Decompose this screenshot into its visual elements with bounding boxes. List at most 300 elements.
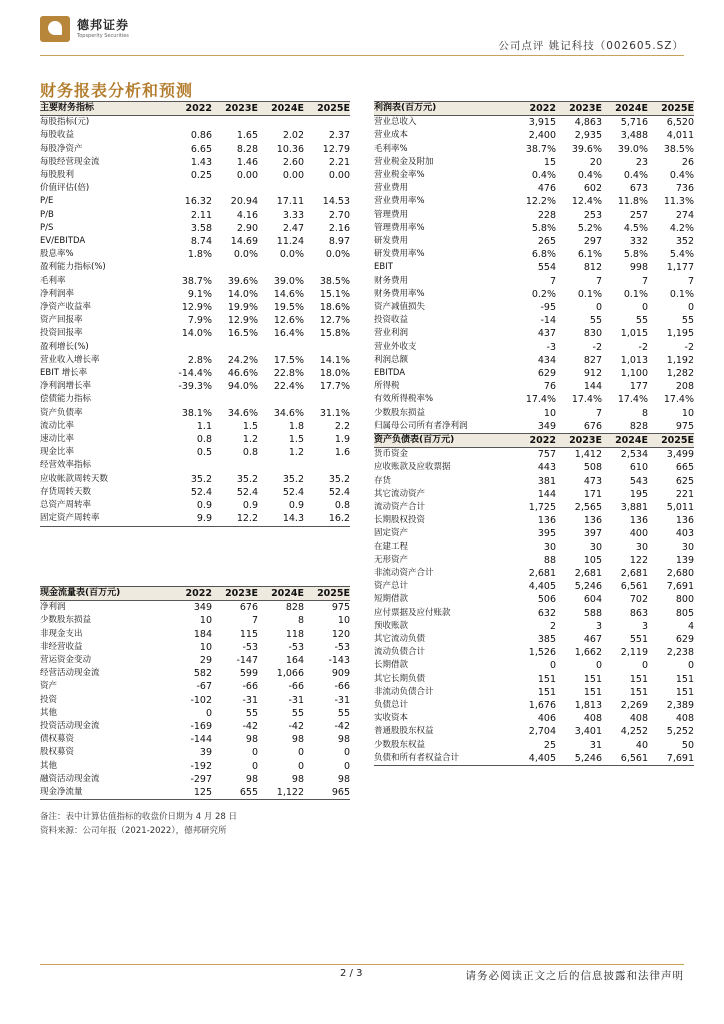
cell-value: 144	[583, 381, 602, 393]
row-label: 每股指标(元)	[40, 117, 90, 128]
cell-value: 16.4%	[273, 328, 304, 340]
balance-sheet-table	[374, 433, 694, 766]
cell-value: 0.9	[242, 500, 258, 512]
table-row	[40, 116, 350, 130]
cell-value: 736	[675, 183, 694, 195]
table-row	[40, 512, 350, 526]
cell-value: 3.58	[190, 222, 212, 234]
cell-value: 1.1	[196, 420, 212, 432]
year-header: 2024E	[258, 102, 304, 116]
cell-value: 2,704	[528, 726, 556, 738]
cell-value: -42	[242, 721, 258, 733]
table-row	[374, 699, 694, 712]
row-label: 营业税金率%	[374, 170, 425, 181]
cell-value: 55	[337, 707, 350, 719]
row-label: 管理费用率%	[374, 222, 425, 233]
cell-value: 0.8	[242, 447, 258, 459]
table-row	[40, 275, 350, 288]
cell-value: 6.1%	[577, 249, 602, 261]
cell-value: 4,011	[666, 130, 694, 142]
cell-value: 0	[343, 760, 350, 772]
cell-value: 14.3	[258, 512, 304, 526]
table-row	[374, 633, 694, 646]
row-label: 在建工程	[374, 541, 409, 552]
cell-value: 676	[239, 602, 258, 614]
cell-value: 34.6%	[227, 407, 258, 419]
table-row	[374, 301, 694, 314]
cell-value: 177	[629, 381, 648, 393]
table-row	[374, 156, 694, 169]
cell-value: 50	[681, 739, 694, 751]
cell-value: 144	[537, 488, 556, 500]
row-label: 研发费用率%	[374, 249, 425, 260]
logo-en-text: Topsperity Securities	[77, 33, 129, 39]
cell-value	[304, 393, 350, 406]
row-label: 其他	[40, 707, 58, 718]
row-label: 营业费用率%	[374, 196, 425, 207]
cell-value	[166, 393, 212, 406]
cell-value: -31	[288, 694, 304, 706]
table-row	[374, 554, 694, 567]
row-label: 长期借款	[374, 660, 409, 671]
cell-value: 0	[549, 660, 556, 672]
table-title: 资产负债表(百万元)	[374, 434, 510, 448]
cell-value: 0.0%	[279, 249, 304, 261]
cell-value: 136	[537, 515, 556, 527]
cell-value: 3,488	[620, 130, 648, 142]
header-divider	[40, 55, 684, 56]
row-label: 非流动负债合计	[374, 686, 434, 697]
cell-value: 8	[641, 407, 648, 419]
cell-value: 17.4%	[571, 394, 602, 406]
cell-value: 6,561	[602, 752, 648, 766]
cell-value: 38.7%	[181, 275, 212, 287]
row-label: 固定资产周转率	[40, 512, 166, 526]
row-label: 营业税金及附加	[374, 156, 434, 167]
row-label: 盈利增长(%)	[40, 341, 89, 352]
cell-value: 18.0%	[319, 368, 350, 380]
row-label: 存货周转天数	[40, 486, 92, 497]
table-row	[374, 752, 694, 766]
row-label: 每股收益	[40, 130, 75, 141]
year-header: 2023E	[556, 102, 602, 116]
row-label: 营业外收支	[374, 341, 417, 352]
row-label: 总资产周转率	[40, 500, 92, 511]
cell-value: 14.0%	[227, 288, 258, 300]
cell-value: 1,676	[528, 700, 556, 712]
table-row	[40, 235, 350, 248]
cell-value: 98	[291, 773, 304, 785]
cell-value: 55	[291, 707, 304, 719]
cell-value: 14.1%	[319, 354, 350, 366]
cell-value: -2	[592, 341, 602, 353]
year-header: 2025E	[304, 102, 350, 116]
table-row	[374, 393, 694, 406]
cell-value: 19.5%	[273, 302, 304, 314]
cell-value: -3	[546, 341, 556, 353]
cell-value	[166, 261, 212, 274]
cell-value: -143	[328, 655, 350, 667]
cell-value: 1,813	[574, 700, 602, 712]
cell-value: 2.11	[190, 209, 212, 221]
cell-value: 0	[205, 707, 212, 719]
cell-value: 602	[583, 183, 602, 195]
cell-value: 17.4%	[617, 394, 648, 406]
row-label: 资产负债率	[40, 407, 83, 418]
year-header: 2023E	[556, 434, 602, 448]
cell-value: 17.4%	[663, 394, 694, 406]
table-row	[374, 327, 694, 340]
table-header-row	[40, 102, 350, 116]
cell-value: 136	[629, 515, 648, 527]
cell-value: 164	[285, 655, 304, 667]
income-statement-table	[374, 101, 694, 434]
table-row	[40, 760, 350, 773]
cell-value: 1,015	[620, 328, 648, 340]
cell-value: 0.1%	[623, 288, 648, 300]
cell-value: 120	[331, 628, 350, 640]
cell-value: 55	[635, 315, 648, 327]
cell-value	[258, 261, 304, 274]
row-label: 净利润增长率	[40, 381, 92, 392]
cell-value: 17.4%	[525, 394, 556, 406]
cell-value: 8.74	[190, 236, 212, 248]
cell-value	[212, 341, 258, 354]
cell-value: 2.02	[282, 130, 304, 142]
cell-value: 0.4%	[531, 170, 556, 182]
cell-value: 998	[629, 262, 648, 274]
cell-value: 52.4	[236, 486, 258, 498]
table-row	[40, 614, 350, 627]
cell-value: -14.4%	[178, 368, 212, 380]
table-row	[374, 143, 694, 156]
cell-value: -14	[540, 315, 556, 327]
cell-value: 757	[537, 449, 556, 461]
row-label: 流动资产合计	[374, 502, 426, 513]
row-label: 负债总计	[374, 700, 409, 711]
cell-value: 136	[675, 515, 694, 527]
table-row	[374, 488, 694, 501]
cell-value: 35.2	[282, 473, 304, 485]
row-label: 资产减值损失	[374, 302, 426, 313]
cell-value: 15	[543, 156, 556, 168]
row-label: 投资收益	[374, 315, 409, 326]
cell-value: 16.32	[184, 196, 212, 208]
cell-value	[212, 261, 258, 274]
cell-value: 76	[543, 381, 556, 393]
cell-value: 467	[583, 634, 602, 646]
cell-value: 0.86	[190, 130, 212, 142]
row-label: 流动比率	[40, 420, 75, 431]
cell-value: 20	[589, 156, 602, 168]
cell-value: 98	[245, 734, 258, 746]
row-label: 应付票据及应付账款	[374, 607, 451, 618]
cell-value: 3	[641, 620, 648, 632]
table-row	[374, 288, 694, 301]
cell-value: -2	[684, 341, 694, 353]
key-indicators-table	[40, 101, 350, 527]
row-label: 资产总计	[374, 581, 409, 592]
cell-value: 1,013	[620, 354, 648, 366]
cell-value: 0.4%	[577, 170, 602, 182]
row-label: EBIT	[374, 262, 393, 273]
cell-value: 6.65	[190, 143, 212, 155]
cell-value: 2,681	[574, 568, 602, 580]
year-header: 2022	[510, 434, 556, 448]
row-label: 速动比率	[40, 434, 75, 445]
cell-value: 604	[583, 594, 602, 606]
cell-value: 3,499	[666, 449, 694, 461]
cell-value: 1.65	[236, 130, 258, 142]
cell-value: 195	[629, 488, 648, 500]
table-row	[40, 367, 350, 380]
cell-value: 827	[583, 354, 602, 366]
table-row	[374, 686, 694, 699]
cell-value: 118	[285, 628, 304, 640]
cell-value: 31.1%	[319, 407, 350, 419]
note-line: 备注：表中计算估值指标的收盘价日期为 4 月 28 日	[40, 812, 238, 822]
table-row	[40, 707, 350, 720]
cell-value: 0.0%	[325, 249, 350, 261]
row-label: 利润总额	[374, 354, 409, 365]
row-label: 资产回报率	[40, 315, 83, 326]
table-row	[374, 354, 694, 367]
row-label: 净资产收益率	[40, 302, 92, 313]
cell-value: -95	[540, 302, 556, 314]
cell-value: 349	[510, 420, 556, 434]
cell-value: 12.9%	[227, 315, 258, 327]
row-label: 流动负债合计	[374, 647, 426, 658]
cell-value: 38.7%	[525, 143, 556, 155]
cell-value: -144	[190, 734, 212, 746]
cell-value: 0	[251, 747, 258, 759]
cell-value: 10.36	[276, 143, 304, 155]
cell-value: -66	[242, 681, 258, 693]
cell-value: 0.9	[196, 500, 212, 512]
cell-value: 1.2	[242, 434, 258, 446]
cell-value: 473	[583, 475, 602, 487]
row-label: 营业收入增长率	[40, 354, 100, 365]
cell-value: 39.0%	[617, 143, 648, 155]
cell-value: 3,915	[528, 117, 556, 129]
table-row	[40, 209, 350, 222]
row-label: 投资活动现金流	[40, 721, 100, 732]
cell-value: 4	[687, 620, 694, 632]
cell-value: 228	[537, 209, 556, 221]
cell-value: 2.70	[328, 209, 350, 221]
cell-value: 1,192	[666, 354, 694, 366]
cell-value: 151	[537, 673, 556, 685]
source-line: 资料来源：公司年报（2021-2022），德邦研究所	[40, 826, 227, 836]
row-label: 少数股东权益	[374, 739, 426, 750]
cell-value	[258, 116, 304, 130]
cell-value	[212, 182, 258, 195]
table-row	[374, 725, 694, 738]
cell-value	[304, 459, 350, 472]
cell-value: 506	[537, 594, 556, 606]
cell-value: 0.00	[236, 170, 258, 182]
table-row	[40, 301, 350, 314]
table-row	[374, 659, 694, 672]
year-header: 2022	[510, 102, 556, 116]
cell-value: 151	[675, 686, 694, 698]
cell-value: 909	[331, 668, 350, 680]
table-row	[374, 580, 694, 593]
row-label: 研发费用	[374, 236, 409, 247]
table-row	[374, 461, 694, 474]
cell-value: 2.8%	[187, 354, 212, 366]
cell-value: 55	[589, 315, 602, 327]
cell-value: 0	[297, 747, 304, 759]
cell-value: 151	[629, 686, 648, 698]
cell-value: 26	[681, 156, 694, 168]
cell-value: 655	[212, 786, 258, 800]
cell-value: 0	[595, 302, 602, 314]
cell-value: 1.8%	[187, 249, 212, 261]
cell-value: 395	[537, 528, 556, 540]
cell-value	[258, 393, 304, 406]
cell-value: 25	[543, 739, 556, 751]
cell-value: 0	[251, 760, 258, 772]
table-row	[40, 169, 350, 182]
row-label: 净利润率	[40, 288, 75, 299]
table-row	[40, 486, 350, 499]
table-row	[40, 773, 350, 786]
cell-value: 1.5	[288, 434, 304, 446]
cell-value: 665	[675, 462, 694, 474]
cell-value: 39.6%	[227, 275, 258, 287]
cell-value: 2.21	[328, 156, 350, 168]
cell-value: 6,520	[666, 117, 694, 129]
bull-logo-icon	[40, 16, 70, 42]
cell-value	[166, 182, 212, 195]
cell-value: 98	[245, 773, 258, 785]
cell-value: 0.00	[328, 170, 350, 182]
table-row	[40, 667, 350, 680]
row-label: 其他	[40, 760, 58, 771]
table-row	[40, 354, 350, 367]
row-label: 非现金支出	[40, 628, 83, 639]
row-label: 现金比率	[40, 447, 75, 458]
table-row	[40, 746, 350, 759]
table-row	[374, 380, 694, 393]
row-label: 少数股东损益	[374, 407, 426, 418]
year-header: 2024E	[602, 434, 648, 448]
cell-value: 7.9%	[187, 315, 212, 327]
row-label: 管理费用	[374, 209, 409, 220]
cell-value	[304, 341, 350, 354]
cell-value: 0	[297, 760, 304, 772]
row-label: 资产	[40, 681, 58, 692]
cell-value: 16.2	[304, 512, 350, 526]
report-info: 公司点评 姚记科技（002605.SZ）	[498, 40, 684, 52]
row-label: 所得税	[374, 381, 400, 392]
cell-value: 0.8	[334, 500, 350, 512]
cell-value: 2,400	[528, 130, 556, 142]
cell-value: 2,935	[574, 130, 602, 142]
row-label: 其它长期负债	[374, 673, 426, 684]
cell-value: 1.8	[288, 420, 304, 432]
cell-value: 7	[595, 407, 602, 419]
row-label: 有效所得税率%	[374, 394, 434, 405]
cell-value: 7,691	[666, 581, 694, 593]
row-label: P/B	[40, 209, 54, 220]
table-row	[40, 407, 350, 420]
row-label: 其它流动资产	[374, 488, 426, 499]
cell-value: 55	[681, 315, 694, 327]
cell-value: 508	[583, 462, 602, 474]
cell-value: 2.16	[328, 222, 350, 234]
cell-value: 151	[675, 673, 694, 685]
table-row	[374, 275, 694, 288]
cell-value	[166, 459, 212, 472]
table-header-row	[374, 434, 694, 448]
cell-value: 274	[675, 209, 694, 221]
cell-value: 965	[304, 786, 350, 800]
cell-value: 2.90	[236, 222, 258, 234]
cell-value: 408	[629, 713, 648, 725]
cell-value: 2,238	[666, 647, 694, 659]
row-label: 归属母公司所有者净利润	[374, 420, 510, 434]
row-label: 少数股东损益	[40, 615, 92, 626]
footer-divider	[40, 964, 684, 965]
cell-value: 2	[549, 620, 556, 632]
cell-value: 397	[583, 528, 602, 540]
year-header: 2022	[166, 587, 212, 601]
year-header: 2025E	[304, 587, 350, 601]
table-row	[374, 314, 694, 327]
table-row	[40, 341, 350, 354]
table-row	[374, 448, 694, 462]
table-row	[40, 248, 350, 261]
cell-value: 88	[543, 554, 556, 566]
cell-value: 1.6	[334, 447, 350, 459]
cell-value: 5,252	[666, 726, 694, 738]
cell-value: 12.79	[322, 143, 350, 155]
cell-value: 629	[675, 634, 694, 646]
cell-value: 171	[583, 488, 602, 500]
row-label: 营业成本	[374, 130, 409, 141]
row-label: 债权募资	[40, 734, 75, 745]
cell-value: 434	[537, 354, 556, 366]
cell-value: 0.5	[196, 447, 212, 459]
cell-value: 5,246	[556, 752, 602, 766]
row-label: EBITDA	[374, 368, 406, 379]
cell-value: 2.37	[328, 130, 350, 142]
cell-value: 7	[595, 275, 602, 287]
cell-value: 46.6%	[227, 368, 258, 380]
cell-value: 257	[629, 209, 648, 221]
cell-value: 35.2	[328, 473, 350, 485]
table-row	[374, 182, 694, 195]
cash-flow-table	[40, 586, 350, 800]
cell-value: 38.1%	[181, 407, 212, 419]
table-row	[374, 222, 694, 235]
table-row	[40, 393, 350, 406]
logo-cn-text: 德邦证券	[77, 18, 130, 32]
cell-value: 105	[583, 554, 602, 566]
row-label: 营业总收入	[374, 117, 417, 128]
cell-value: 1,195	[666, 328, 694, 340]
cell-value: 11.24	[276, 236, 304, 248]
table-notes	[40, 810, 237, 838]
table-row	[374, 646, 694, 659]
cell-value: 7	[251, 615, 258, 627]
cell-value: 543	[629, 475, 648, 487]
cell-value: 385	[537, 634, 556, 646]
table-row	[374, 673, 694, 686]
row-label: 毛利率%	[374, 143, 408, 154]
